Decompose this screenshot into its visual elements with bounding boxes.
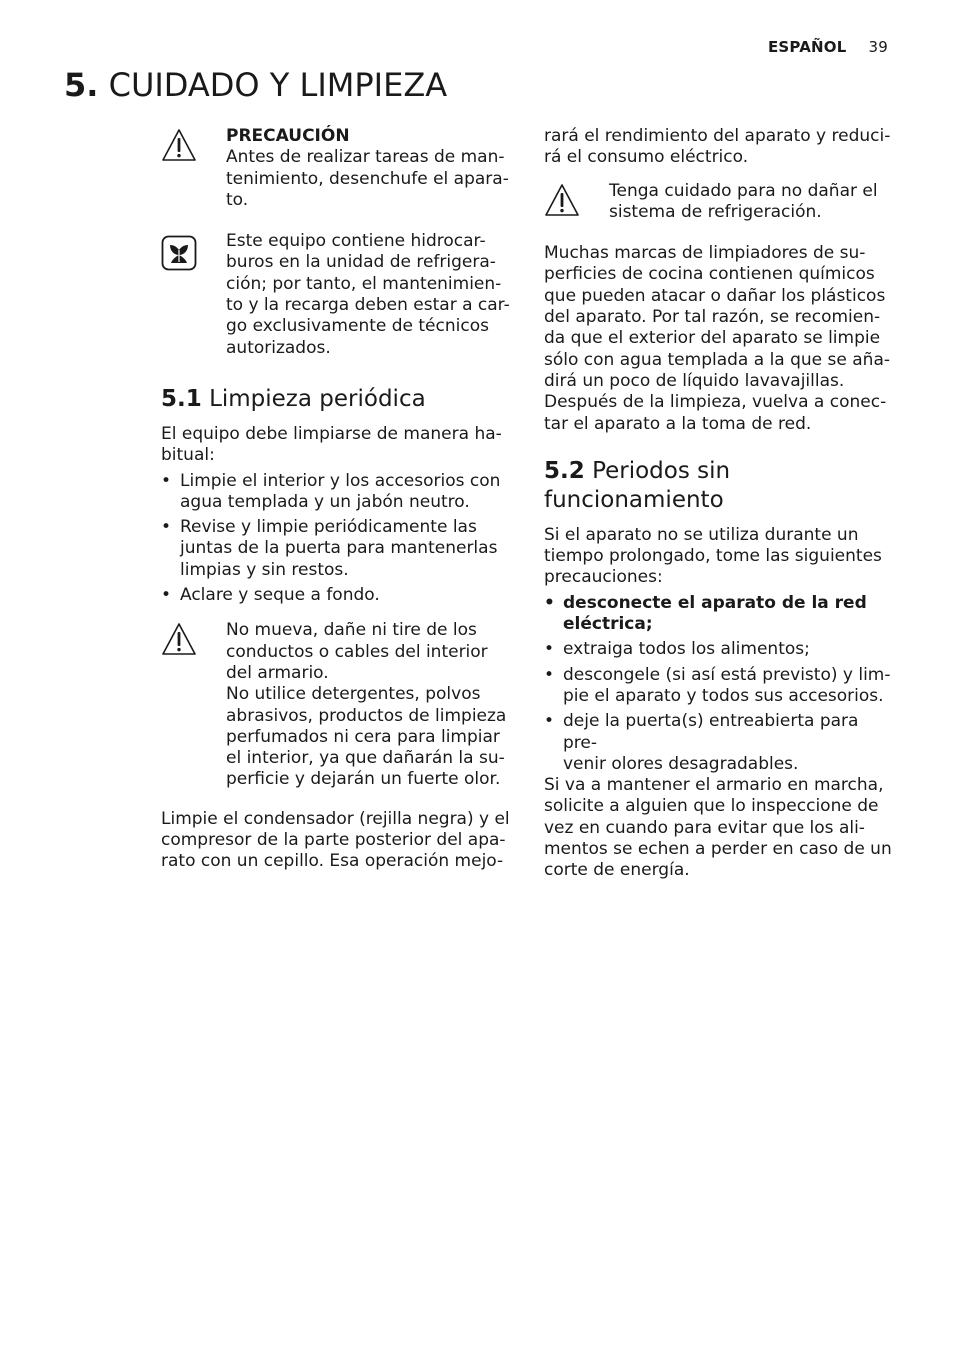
list-item: • Limpie el interior y los accesorios con agua templada y un jabón neutro.	[161, 471, 513, 514]
cleaning-intro: El equipo debe limpiarse de manera ha- bitual:	[161, 423, 502, 466]
warning-triangle-icon	[161, 128, 197, 164]
cleaning-list	[161, 471, 513, 607]
section-heading-cleaning: 5.1 Limpieza periódica	[161, 385, 426, 412]
chapter-number: 5.	[64, 66, 99, 104]
handling-warning	[161, 620, 513, 790]
warning-triangle-icon	[544, 183, 580, 219]
list-item: • deje la puerta(s) entreabierta para pre- venir olores desagradables.	[544, 711, 896, 775]
list-item: • desconecte el aparato de la red eléctrica;	[544, 593, 896, 636]
list-item: • Aclare y seque a fondo.	[161, 585, 513, 606]
environment-notice	[161, 231, 513, 359]
section-heading-idle: 5.2 Periodos sin funcionamiento	[544, 457, 731, 513]
page-title	[64, 66, 447, 104]
refrigeration-warning	[544, 181, 896, 224]
idle-intro: Si el aparato no se utiliza durante un tiempo prolongado, tome las siguientes precauciones:	[544, 524, 882, 588]
page-header	[768, 38, 888, 56]
warning-triangle-icon	[161, 622, 197, 658]
header-language: ESPAÑOL	[767, 38, 847, 56]
list-item: • descongele (si así está previsto) y lim- pie el aparato y todos sus accesorios.	[544, 665, 896, 708]
caution-label: PRECAUCIÓN	[226, 126, 350, 146]
list-item: • extraiga todos los alimentos;	[544, 639, 896, 660]
cleaners-paragraph: Muchas marcas de limpiadores de su- perficies de cocina contienen químicos que pueden atacar o dañar los plásticos del aparato. Por tal razón, se recomien- da que el exterior del aparato se limpie sólo con agua templada a la que se aña- dirá un poco de líquido lavavajillas. Después de la limpieza, vuelva a conec- tar el aparato a la toma de red.	[544, 243, 891, 434]
caution-notice	[161, 126, 513, 211]
environment-text: Este equipo contiene hidrocar- buros en la unidad de refrigera- ción; por tanto, el mantenimien- to y la recarga deben estar a car- go exclusivamente de técnicos autorizados.	[226, 231, 510, 358]
caution-text: Antes de realizar tareas de man- tenimiento, desenchufe el apara- to.	[226, 147, 509, 210]
handling-warning-text: No mueva, dañe ni tire de los conductos o cables del interior del armario. No utilice detergentes, polvos abrasivos, productos de limpieza perfumados ni cera para limpiar el interior, ya que dañarán la su- perficie y dejarán un fuerte olor.	[226, 620, 507, 790]
left-column	[161, 126, 513, 873]
refrigeration-warning-text: Tenga cuidado para no dañar el sistema de refrigeración.	[609, 180, 878, 222]
condenser-paragraph: Limpie el condensador (rejilla negra) y el compresor de la parte posterior del apa- rato con un cepillo. Esa operación mejo-	[161, 808, 510, 872]
chapter-title: CUIDADO Y LIMPIEZA	[108, 66, 448, 104]
right-column	[544, 126, 896, 882]
environment-icon	[161, 235, 197, 271]
condenser-continuation: rará el rendimiento del aparato y reduci- rá el consumo eléctrico.	[544, 126, 891, 168]
idle-list	[544, 593, 896, 775]
closing-paragraph: Si va a mantener el armario en marcha, solicite a alguien que lo inspeccione de vez en cuando para evitar que los ali- mentos se echen a perder en caso de un corte de energía.	[544, 775, 892, 881]
page-number: 39	[868, 38, 888, 56]
list-item: • Revise y limpie periódicamente las juntas de la puerta para mantenerlas limpias y sin restos.	[161, 517, 513, 581]
